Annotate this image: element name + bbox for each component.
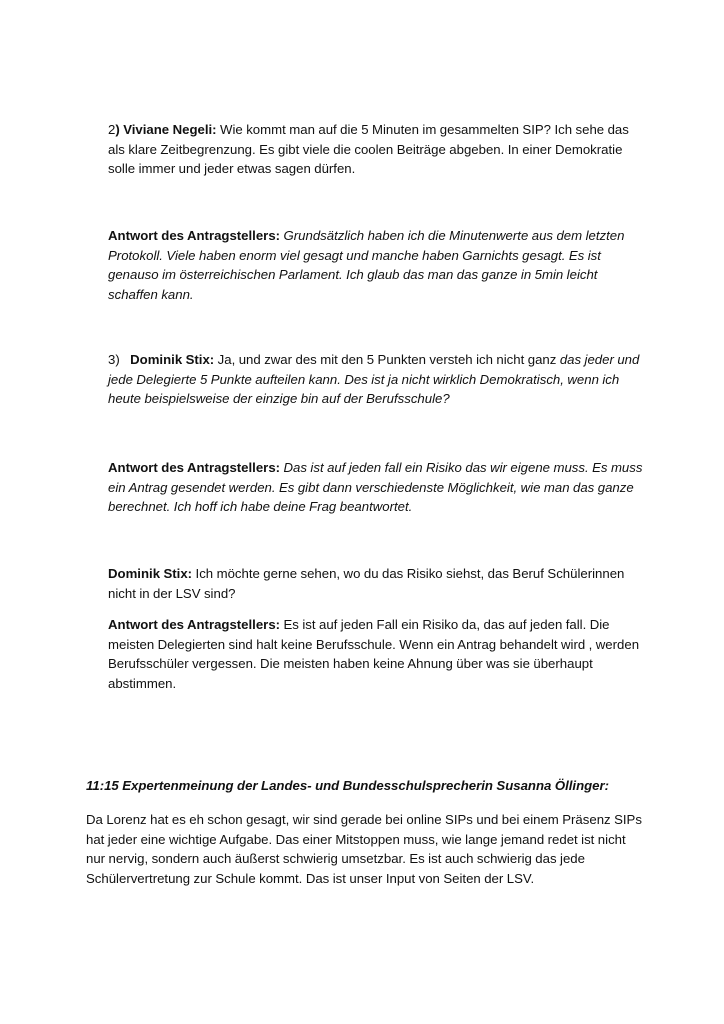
speaker-name: Antwort des Antragstellers: (108, 617, 281, 632)
question-3-paragraph (108, 350, 644, 409)
answer-2-paragraph (108, 226, 644, 304)
speaker-name: Dominik Stix: (130, 352, 215, 367)
question-number: 3) (108, 352, 131, 367)
answer-3-paragraph (108, 458, 644, 517)
section-heading: 11:15 Expertenmeinung der Landes- und Bundesschulsprecherin Susanna Öllinger: (86, 778, 610, 793)
speaker-name: Dominik Stix: (108, 566, 193, 581)
section-paragraph: Da Lorenz hat es eh schon gesagt, wir sind gerade bei online SIPs und bei einem Präsenz SIPs hat jeder eine wichtige Aufgabe. Das einer Mitstoppen muss, wie lange jemand redet ist nicht nur nervig, sondern auch äußerst schwierig umsetzbar. Es ist auch schwierig das jede Schülervertretung zur Schule kommt. Das ist unser Input von Seiten der LSV. (86, 812, 642, 886)
speaker-name: ) Viviane Negeli: (115, 122, 217, 137)
answer-text: Grundsätzlich haben ich die Minutenwerte aus dem letzten Protokoll. Viele haben enorm viel gesagt und manche haben Garnichts gesagt. Es ist genauso im österreichischen Parlament. Ich glaub das man das ganze in 5min leicht schaffen kann. (108, 228, 625, 302)
answer-text: Das ist auf jeden fall ein Risiko das wir eigene muss. Es muss ein Antrag gesendet werden. Es gibt dann verschiedenste Möglichkeit, wie man das ganze berechnet. Ich hoff ich habe deine Frag beantwortet. (108, 460, 643, 515)
question-text-italic: das jeder und jede Delegierte 5 Punkte aufteilen kann. Des ist ja nicht wirklich Demokratisch, wenn ich heute beispielsweise der einzige bin auf der Berufsschule? (108, 352, 640, 407)
question-2-paragraph (108, 120, 644, 179)
question-text: Wie kommt man auf die 5 Minuten im gesammelten SIP? Ich sehe das als klare Zeitbegrenzung. Es gibt viele die coolen Beiträge abgeben. In einer Demokratie solle immer und jeder etwas sagen dürfen. (108, 122, 629, 177)
question-number: 2 (108, 122, 116, 137)
answer-4-paragraph (108, 615, 644, 693)
question-text-plain: Ja, und zwar des mit den 5 Punkten versteh ich nicht ganz (214, 352, 560, 367)
answer-text: Es ist auf jeden Fall ein Risiko da, das auf jeden fall. Die meisten Delegierten sind halt keine Berufsschule. Wenn ein Antrag behandelt wird , werden Berufsschüler vergessen. Die meisten haben keine Ahnung über was sie überhaupt abstimmen. (108, 617, 640, 691)
question-4-paragraph (108, 564, 644, 603)
speaker-name: Antwort des Antragstellers: (108, 228, 281, 243)
speaker-name: Antwort des Antragstellers: (108, 460, 281, 475)
question-text: Ich möchte gerne sehen, wo du das Risiko siehst, das Beruf Schülerinnen nicht in der LSV sind? (108, 566, 625, 601)
